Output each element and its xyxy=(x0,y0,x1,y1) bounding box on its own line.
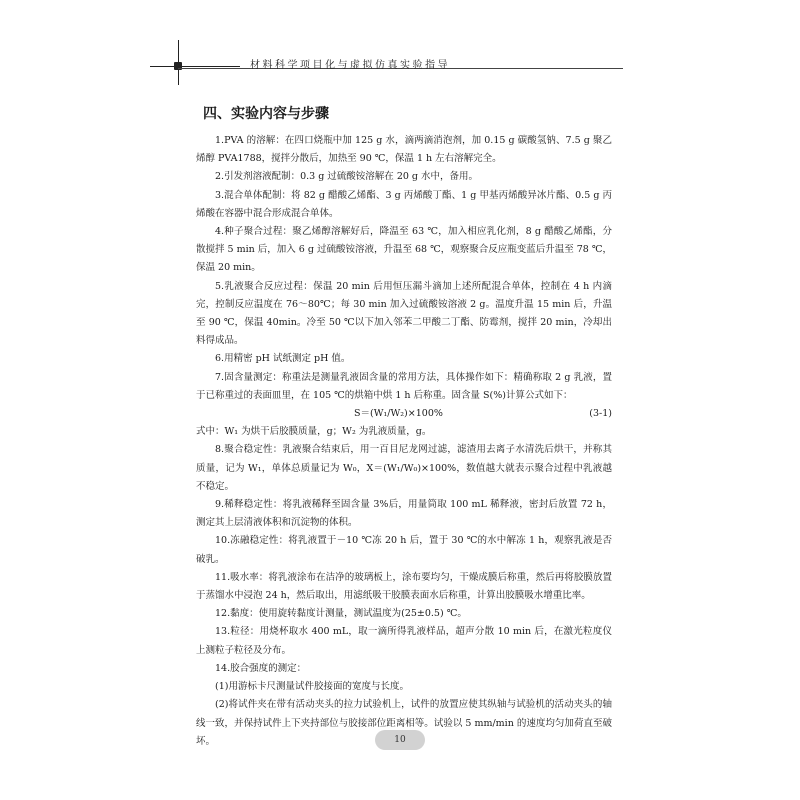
formula-number: (3-1) xyxy=(589,408,612,420)
section-heading: 四、实验内容与步骤 xyxy=(203,106,329,122)
step-paragraph: 11.吸水率：将乳液涂布在洁净的玻璃板上，涂布要均匀，干燥成膜后称重，然后再将胶膜放置于蒸馏水中浸泡 24 h，然后取出，用滤纸吸干胶膜表面水后称重，计算出胶膜吸水增重比率。 xyxy=(196,571,612,602)
formula-line xyxy=(196,405,612,423)
step-paragraph: 7.固含量测定：称重法是测量乳液固含量的常用方法，具体操作如下：精确称取 2 g 乳液，置于已称重过的表面皿里，在 105 ℃的烘箱中烘 1 h 后称重。固含量 S(%)计算公式如下： xyxy=(196,371,612,401)
sub-step-paragraph: (1)用游标卡尺测量试件胶接面的宽度与长度。 xyxy=(215,681,409,693)
step-paragraph: 13.粒径：用烧杯取水 400 mL，取一滴所得乳液样品，超声分散 10 min 后，在激光粒度仪上测粒子粒径及分布。 xyxy=(196,626,612,656)
step-paragraph: 10.冻融稳定性：将乳液置于－10 ℃冻 20 h 后，置于 30 ℃的水中解冻 1 h，观察乳液是否破乳。 xyxy=(196,535,612,565)
step-paragraph: 9.稀释稳定性：将乳液稀释至固含量 3%后，用量筒取 100 mL 稀释液，密封后放置 72 h，测定其上层清液体积和沉淀物的体积。 xyxy=(196,499,612,529)
step-paragraph: 2.引发剂溶液配制：0.3 g 过硫酸铵溶解在 20 g 水中，备用。 xyxy=(215,171,479,183)
step-paragraph: 14.胶合强度的测定： xyxy=(215,662,307,674)
sub-step-paragraph: (2)将试件夹在带有活动夹头的拉力试验机上，试件的放置应使其纵轴与试验机的活动夹头的轴线一致，并保持试件上下夹持部位与胶接部位距离相等。试验以 5 mm/min 的速度均匀加荷直至破坏。 xyxy=(196,699,612,747)
page-number-badge: 10 xyxy=(375,730,425,750)
formula-text: S＝(W₁/W₂)×100% xyxy=(354,408,443,420)
running-header: 材料科学项目化与虚拟仿真实验指导 xyxy=(250,60,450,71)
crop-mark-horizontal xyxy=(150,66,240,67)
step-paragraph: 5.乳液聚合反应过程：保温 20 min 后用恒压漏斗滴加上述所配混合单体，控制在 4 h 内滴完，控制反应温度在 76～80℃；每 30 min 加入过硫酸铵溶液 2 g。温度升温 15 min 后，升温至 90 ℃，保温 40min。冷至 50 ℃以下加入邻苯二甲酸二丁酯、防霉剂，搅拌 20 min，冷却出料得成品。 xyxy=(196,280,612,347)
formula-note: 式中：W₁ 为烘干后胶膜质量，g；W₂ 为乳液质量，g。 xyxy=(196,426,432,438)
step-paragraph: 3.混合单体配制：将 82 g 醋酸乙烯酯、3 g 丙烯酸丁酯、1 g 甲基丙烯酸异冰片酯、0.5 g 丙烯酸在容器中混合形成混合单体。 xyxy=(196,189,612,219)
step-paragraph: 12.黏度：使用旋转黏度计测量，测试温度为(25±0.5) ℃。 xyxy=(215,608,467,620)
step-paragraph: 4.种子聚合过程：聚乙烯醇溶解好后，降温至 63 ℃，加入相应乳化剂，8 g 醋酸乙烯酯，分散搅拌 5 min 后，加入 6 g 过硫酸铵溶液，升温至 68 ℃，观察聚合反应瓶变蓝后升温至 78 ℃，保温 20 min。 xyxy=(196,226,612,274)
step-paragraph: 6.用精密 pH 试纸测定 pH 值。 xyxy=(215,353,351,365)
body-text xyxy=(196,132,612,751)
step-paragraph: 8.聚合稳定性：乳液聚合结束后，用一百目尼龙网过滤，滤渣用去离子水清洗后烘干，并称其质量，记为 W₁，单体总质量记为 W₀，X＝(W₁/W₀)×100%，数值越大就表示聚合过程中乳液越不稳定。 xyxy=(196,444,612,492)
step-paragraph: 1.PVA 的溶解：在四口烧瓶中加 125 g 水，滴两滴消泡剂，加 0.15 g 碳酸氢钠、7.5 g 聚乙烯醇 PVA1788，搅拌分散后，加热至 90 ℃，保温 1 h 左右溶解完全。 xyxy=(196,135,612,165)
